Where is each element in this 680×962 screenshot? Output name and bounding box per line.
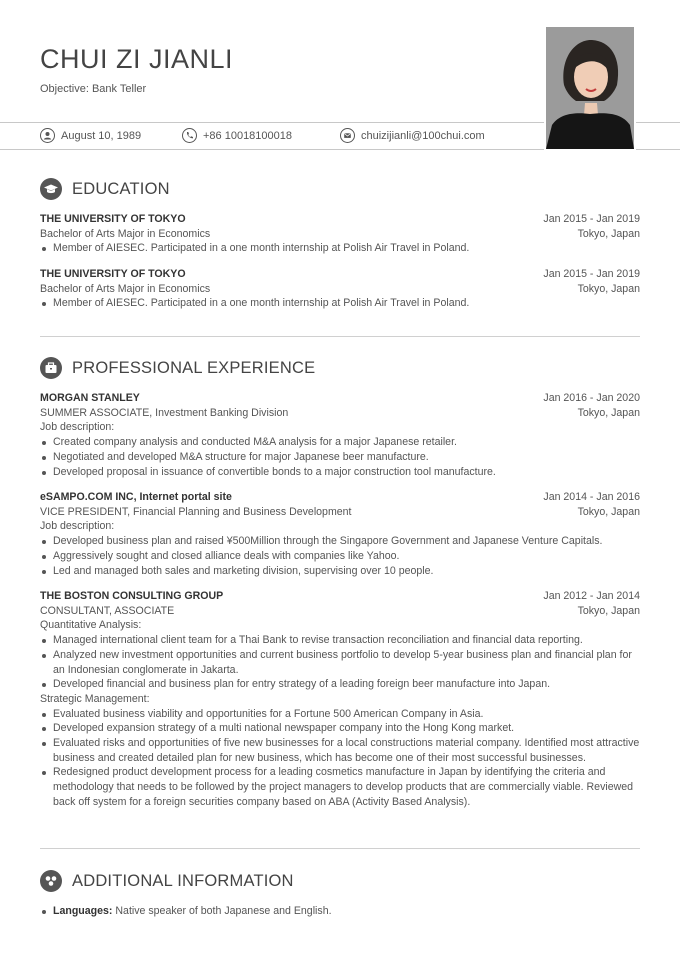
list-item: Managed international client team for a Thai Bank to revise transaction reconciliation and financial data reporting.: [40, 633, 640, 648]
additional-info: [40, 904, 640, 919]
list-item: Languages: Native speaker of both Japanese and English.: [40, 904, 640, 919]
list-item: Created company analysis and conducted M&A analysis for a major Japanese retailer.: [40, 435, 640, 450]
list-item: Redesigned product development process for a leading cosmetics manufacture in Japan by identifying the criteria and methodology that needs to be followed by the project managers to develop products that are commercially viable. Reviewed back off system for a foreign securities company based on ABA (Activity Based Analysis).: [40, 765, 640, 809]
contact-email: chuizijianli@100chui.com: [340, 128, 485, 143]
contact-phone: +86 10018100018: [182, 128, 292, 143]
list-item: Developed financial and business plan for entry strategy of a leading foreign beer manufacture into Japan.: [40, 677, 640, 692]
job-entry: THE BOSTON CONSULTING GROUP Jan 2012 - Jan 2014 CONSULTANT, ASSOCIATE Tokyo, Japan Quantitative Analysis: Managed international client team for a Thai Bank to revise transaction reconciliation and financial data reporting. Analyzed new investment opportunities and current business portfolio to develop 5-year business plan and financial plan for an Indonesian conglomerate in Jakarta. Developed financial and business plan for entry strategy of a leading foreign beer manufacture into Japan. Strategic Management: Evaluated business viability and opportunities for a Fortune 500 American Company in Asia. Developed expansion strategy of a multi national newspaper company into the Hong Kong market. Evaluated risks and opportunities of five new businesses for a local constructions material company. Identified most attractive business and created detailed plan for new business, which has become one of their most successful businesses. Redesigned product development process for a leading cosmetics manufacture in Japan by identifying the criteria and methodology that needs to be followed by the project managers to develop products that are commercially viable. Reviewed back off system for a foreign securities company based on ABA (Activity Based Analysis).: [40, 590, 640, 808]
briefcase-icon: [40, 357, 62, 379]
experience-heading: PROFESSIONAL EXPERIENCE: [40, 357, 315, 379]
objective: Objective: Bank Teller: [40, 83, 147, 95]
list-item: Negotiated and developed M&A structure for major Japanese beer manufacture.: [40, 450, 640, 465]
list-item: Developed business plan and raised ¥500Million through the Singapore Government and Japanese Venture Capitals.: [40, 534, 640, 549]
list-item: Developed proposal in issuance of convertible bonds to a major construction tool manufacture.: [40, 465, 640, 480]
section-divider: [40, 336, 640, 337]
education-entry: THE UNIVERSITY OF TOKYO Jan 2015 - Jan 2019 Bachelor of Arts Major in Economics Tokyo, Japan Member of AIESEC. Participated in a one month internship at Polish Air Travel in Poland.: [40, 213, 640, 255]
contact-birthday: August 10, 1989: [40, 128, 141, 143]
person-icon: [40, 128, 55, 143]
graduation-cap-icon: [40, 178, 62, 200]
list-item: Aggressively sought and closed alliance deals with companies like Yahoo.: [40, 549, 640, 564]
list-item: Evaluated risks and opportunities of five new businesses for a local constructions material company. Identified most attractive business and created detailed plan for new business, which has become one of their most successful businesses.: [40, 736, 640, 765]
education-heading: EDUCATION: [40, 178, 170, 200]
list-item: Member of AIESEC. Participated in a one month internship at Polish Air Travel in Poland.: [40, 241, 640, 256]
job-entry: eSAMPO.COM INC, Internet portal site Jan 2014 - Jan 2016 VICE PRESIDENT, Financial Planning and Business Development Tokyo, Japan Job description: Developed business plan and raised ¥500Million through the Singapore Government and Japanese Venture Capitals. Aggressively sought and closed alliance deals with companies like Yahoo. Led and managed both sales and marketing division, supervising over 10 people.: [40, 491, 640, 577]
phone-icon: [182, 128, 197, 143]
list-item: Analyzed new investment opportunities and current business portfolio to develop 5-year business plan and financial plan for an Indonesian conglomerate in Jakarta.: [40, 648, 640, 677]
section-divider: [40, 848, 640, 849]
list-item: Developed expansion strategy of a multi national newspaper company into the Hong Kong market.: [40, 721, 640, 736]
group-icon: [40, 870, 62, 892]
mail-icon: [340, 128, 355, 143]
list-item: Member of AIESEC. Participated in a one month internship at Polish Air Travel in Poland.: [40, 296, 640, 311]
additional-heading: ADDITIONAL INFORMATION: [40, 870, 294, 892]
education-entry: THE UNIVERSITY OF TOKYO Jan 2015 - Jan 2019 Bachelor of Arts Major in Economics Tokyo, Japan Member of AIESEC. Participated in a one month internship at Polish Air Travel in Poland.: [40, 268, 640, 310]
job-entry: MORGAN STANLEY Jan 2016 - Jan 2020 SUMMER ASSOCIATE, Investment Banking Division Tokyo, Japan Job description: Created company analysis and conducted M&A analysis for a major Japanese retailer. Negotiated and developed M&A structure for major Japanese beer manufacture. Developed proposal in issuance of convertible bonds to a major construction tool manufacture.: [40, 392, 640, 478]
list-item: Evaluated business viability and opportunities for a Fortune 500 American Company in Asia.: [40, 707, 640, 722]
profile-photo: [546, 27, 634, 149]
list-item: Led and managed both sales and marketing division, supervising over 10 people.: [40, 564, 640, 579]
candidate-name: CHUI ZI JIANLI: [40, 44, 234, 74]
